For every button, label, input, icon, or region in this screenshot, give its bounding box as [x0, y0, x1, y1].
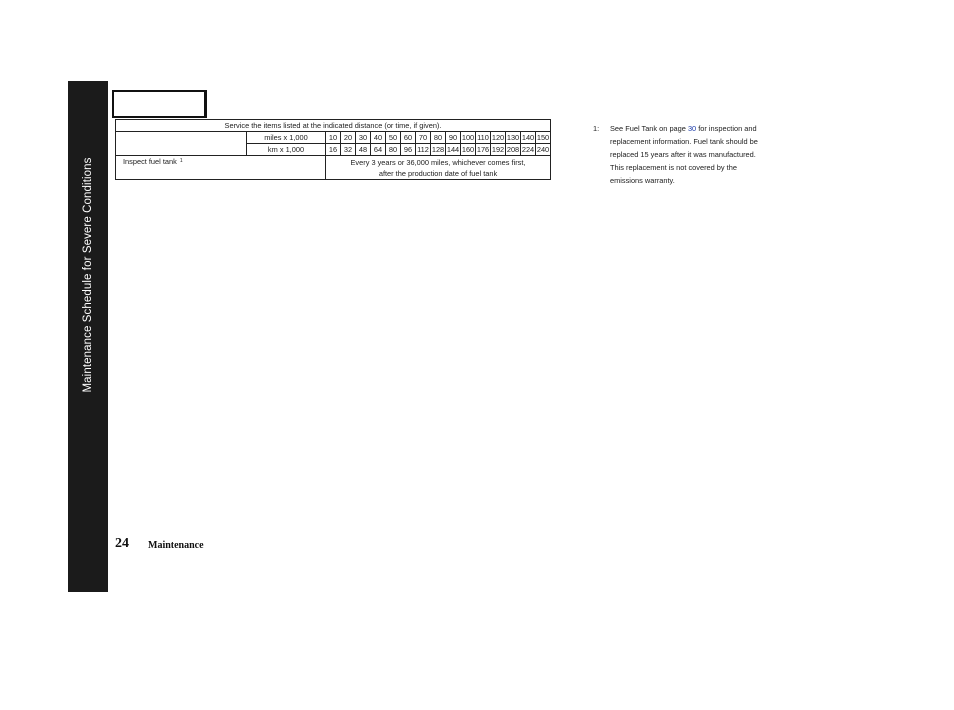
footnote-text	[610, 122, 768, 187]
km-cell: 16	[326, 144, 341, 156]
km-cell: 144	[446, 144, 460, 154]
miles-cell: 130	[506, 132, 520, 142]
table-blank-cell	[116, 132, 247, 156]
interval-line-1: Every 3 years or 36,000 miles, whichever comes first,	[350, 158, 526, 167]
miles-cell: 80	[431, 132, 446, 144]
interval-cell	[326, 156, 551, 180]
footnote-text-before: See Fuel Tank on page	[610, 124, 688, 133]
km-cell: 48	[356, 144, 371, 156]
table-header-row	[116, 120, 551, 132]
miles-cell: 40	[371, 132, 386, 144]
item-cell	[116, 156, 326, 180]
miles-cell: 120	[491, 132, 505, 142]
km-cell: 224	[521, 144, 535, 154]
maintenance-schedule-table	[115, 119, 551, 180]
km-cell: 240	[536, 144, 550, 154]
miles-label: miles x 1,000	[247, 132, 326, 144]
km-cell: 80	[386, 144, 401, 156]
miles-cell: 20	[341, 132, 356, 144]
miles-cell: 100	[461, 132, 475, 142]
miles-cell: 30	[356, 132, 371, 144]
miles-cell: 50	[386, 132, 401, 144]
miles-cell: 10	[326, 132, 341, 144]
table-header: Service the items listed at the indicated distance (or time, if given).	[116, 120, 551, 132]
km-cell: 160	[461, 144, 475, 154]
miles-row	[116, 132, 551, 144]
table-row	[116, 156, 551, 180]
section-label-box	[112, 90, 207, 118]
miles-cell: 90	[446, 132, 461, 144]
item-label: Inspect fuel tank	[123, 157, 177, 166]
sidebar-title-text: Maintenance Schedule for Severe Conditions	[82, 157, 94, 393]
km-cell: 128	[431, 144, 445, 154]
miles-cell: 70	[416, 132, 431, 144]
km-cell: 64	[371, 144, 386, 156]
page-number: 24	[115, 536, 129, 551]
miles-cell: 140	[521, 132, 535, 142]
miles-cell: 150	[536, 132, 550, 142]
footnote-text-after: for inspection and replacement information. Fuel tank should be replaced 15 years after it was manufactured. This replacement is not covered by the emissions warranty.	[610, 124, 758, 185]
km-cell: 208	[506, 144, 520, 154]
miles-cell: 60	[401, 132, 416, 144]
interval-line-2: after the production date of fuel tank	[378, 169, 498, 178]
section-name: Maintenance	[148, 540, 204, 551]
sidebar-title	[68, 81, 108, 592]
sidebar-band	[68, 81, 108, 592]
km-cell: 176	[476, 144, 490, 154]
item-footnote-ref: 1	[179, 158, 183, 164]
km-label: km x 1,000	[247, 144, 326, 156]
footnote	[593, 122, 768, 187]
km-cell: 192	[491, 144, 505, 154]
footnote-mark: 1:	[593, 124, 600, 133]
km-cell: 112	[417, 144, 429, 154]
miles-cell: 110	[477, 132, 489, 142]
km-cell: 96	[401, 144, 416, 156]
km-cell: 32	[341, 144, 356, 156]
footnote-page-link[interactable]: 30	[687, 124, 697, 133]
